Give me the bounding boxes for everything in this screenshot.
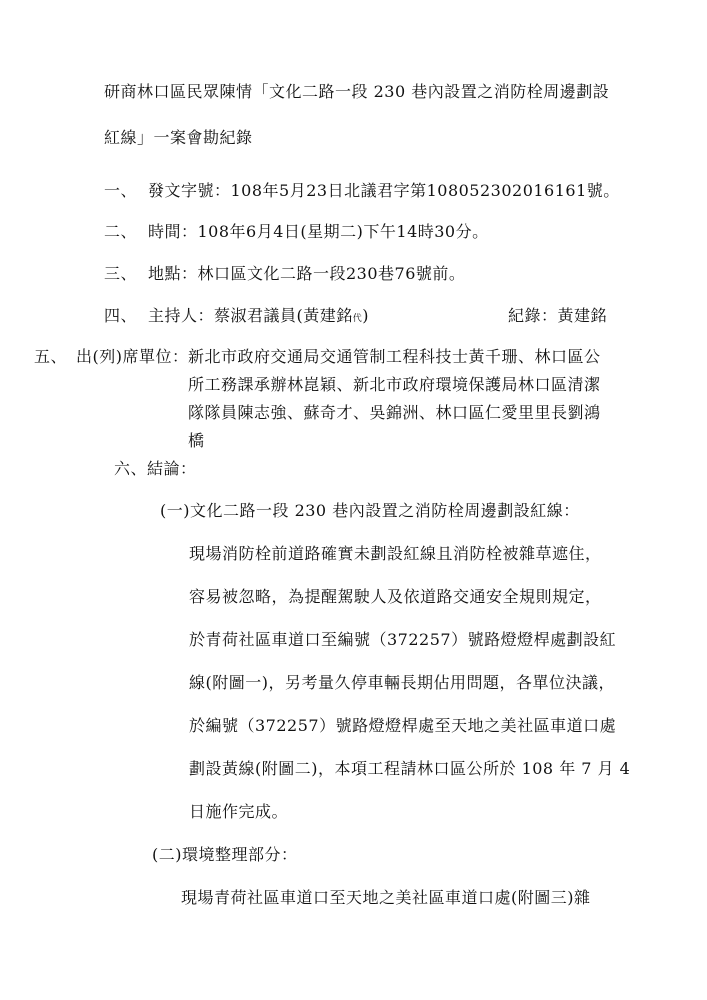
- conclusion-2-heading: (二)環境整理部分：: [152, 845, 298, 864]
- conclusion-1-line-4: 線(附圖一)，另考量久停車輛長期佔用問題，各單位決議，: [189, 673, 615, 692]
- attendees-line-2: 所工務課承辦林崑穎、新北市政府環境保護局林口區清潔: [188, 375, 601, 394]
- item-3-number: 三、: [104, 264, 138, 283]
- host-suffix: 代: [352, 314, 363, 324]
- conclusion-1-line-2: 容易被忽略，為提醒駕駛人及依道路交通安全規則規定，: [189, 587, 602, 606]
- item-5-number: 五、: [34, 347, 68, 366]
- conclusion-1-line-5: 於編號（372257）號路燈燈桿處至天地之美社區車道口處: [189, 716, 617, 735]
- item-2-number: 二、: [104, 222, 138, 241]
- item-4-recorder: 紀錄：黃建銘: [508, 306, 608, 325]
- conclusion-1-line-6: 劃設黃線(附圖二)，本項工程請林口區公所於 108 年 7 月 4: [189, 759, 631, 778]
- attendees-line-1: 新北市政府交通局交通管制工程科技士黃千珊、林口區公: [188, 347, 601, 366]
- item-4-number: 四、: [104, 306, 138, 325]
- conclusion-label: 六、結論：: [114, 459, 197, 478]
- conclusion-1-line-1: 現場消防栓前道路確實未劃設紅線且消防栓被雜草遮住，: [189, 544, 602, 563]
- host-text: 主持人：蔡淑君議員(黃建銘: [148, 306, 353, 325]
- conclusion-1-line-3: 於青荷社區車道口至編號（372257）號路燈燈桿處劃設紅: [189, 630, 617, 649]
- item-1-number: 一、: [104, 181, 138, 200]
- attendees-line-4: 橋: [188, 431, 205, 450]
- item-3-text: 地點：林口區文化二路一段230巷76號前。: [148, 264, 466, 283]
- conclusion-1-heading: (一)文化二路一段 230 巷內設置之消防栓周邊劃設紅線：: [160, 501, 580, 520]
- document-title-line-2: 紅線」一案會勘紀錄: [104, 128, 253, 147]
- document-title-line-1: 研商林口區民眾陳情「文化二路一段 230 巷內設置之消防栓周邊劃設: [104, 82, 610, 101]
- conclusion-2-line-1: 現場青荷社區車道口至天地之美社區車道口處(附圖三)雜: [181, 888, 591, 907]
- item-1-text: 發文字號：108年5月23日北議君字第108052302016161號。: [148, 181, 620, 200]
- item-2-text: 時間：108年6月4日(星期二)下午14時30分。: [148, 222, 489, 241]
- host-close: ): [362, 306, 370, 325]
- conclusion-1-line-7: 日施作完成。: [189, 802, 289, 821]
- item-5-label: 出(列)席單位：: [76, 347, 189, 366]
- attendees-line-3: 隊隊員陳志強、蘇奇才、吳錦洲、林口區仁愛里里長劉鴻: [188, 403, 601, 422]
- item-4-host: [148, 303, 369, 326]
